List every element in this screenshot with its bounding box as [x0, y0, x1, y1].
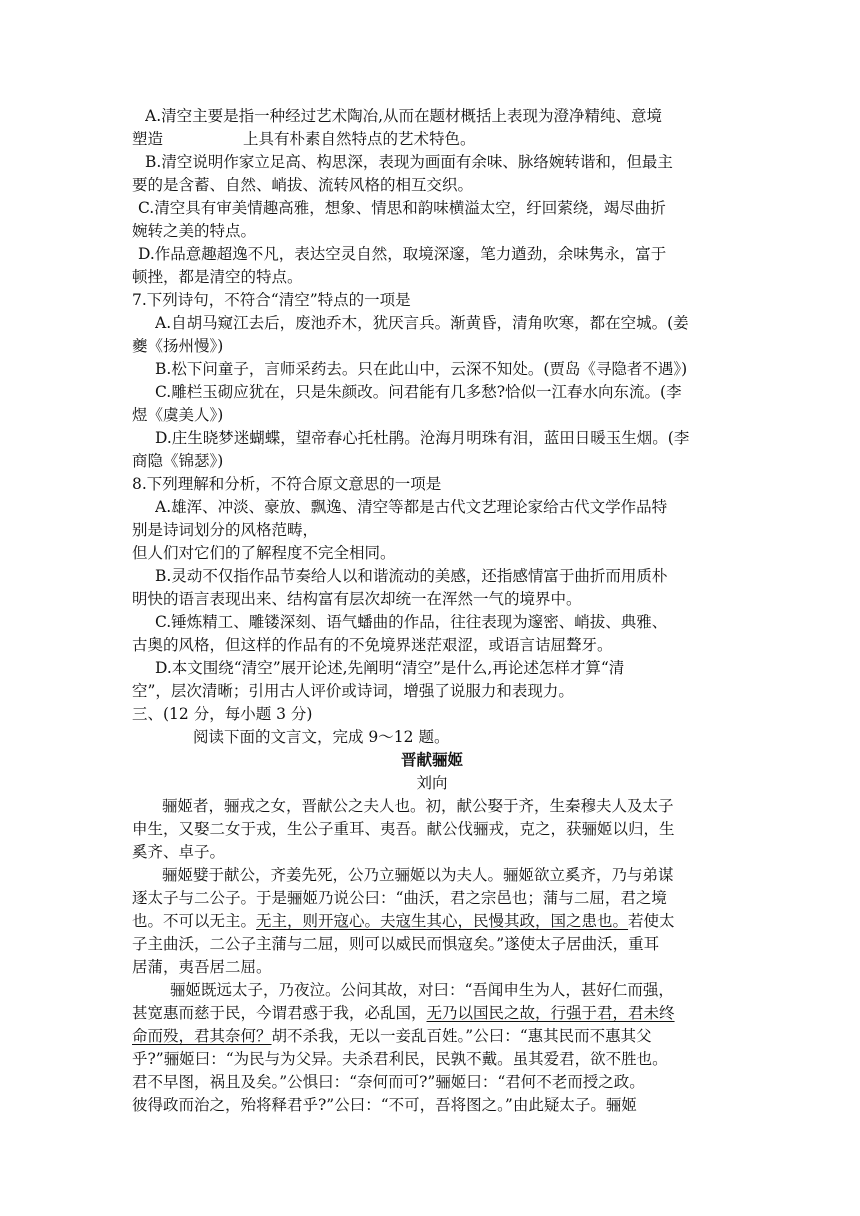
passage-p2-line3	[132, 910, 732, 932]
passage-p2-line4: 子主曲沃，二公子主蒲与二屈，则可以威民而惧寇矣。”遂使太子居曲沃，重耳	[132, 935, 660, 953]
passage-p1-line2: 申生，又娶二女于戎，生公子重耳、夷吾。献公伐骊戎，克之，获骊姬以归，生	[132, 820, 675, 838]
passage-p2-line2: 逐太子与二公子。于是骊姬乃说公曰：“曲沃，君之宗邑也；蒲与二屈，君之境	[132, 889, 667, 907]
passage-p3-line1: 骊姬既远太子，乃夜泣。公问其故，对曰：“吾闻申生为人，甚好仁而强，	[170, 981, 674, 999]
q8-option-a-line2: 别是诗词划分的风格范畴，	[132, 521, 319, 539]
underlined-sentence-1: 无主，则开寇心。夫寇生其心，民慢其政，国之患也。	[256, 912, 629, 930]
passage-p3-line2	[132, 1002, 732, 1024]
q8-option-d-line2: 空”，层次清晰；引用古人评价或诗词，增强了说服力和表现力。	[132, 682, 574, 700]
passage-p3-line3-end: 胡不杀我，无以一妾乱百姓。”公曰：“惠其民而不惠其父	[271, 1027, 652, 1045]
q8-option-c-line2: 古奥的风格，但这样的作品有的不免境界迷茫艰涩，或语言诘屈聱牙。	[132, 636, 613, 654]
passage-p3-line3	[132, 1025, 732, 1047]
passage-title: 晋献骊姬	[400, 750, 463, 769]
q7-option-b-line1: B.松下问童子，言师采药去。只在此山中，云深不知处。(贾岛《寻隐者不遇》)	[155, 360, 688, 378]
underlined-sentence-2a: 无乃以国民之故，行强于君，君未终	[426, 1004, 675, 1022]
passage-p3-line5: 君不早图，祸且及矣。”公惧曰：“奈何而可?”骊姬曰：“君何不老而授之政。	[132, 1073, 645, 1091]
q7-option-d-line2: 商隐《锦瑟》)	[132, 452, 224, 470]
q6-option-b-line2: 要的是含蓄、自然、峭拔、流转风格的相互交织。	[132, 176, 474, 194]
passage-p2-line1: 骊姬嬖于献公，齐姜先死，公乃立骊姬以为夫人。骊姬欲立奚齐，乃与弟谋	[162, 866, 674, 884]
q6-option-d-line2: 顿挫，都是清空的特点。	[132, 268, 303, 286]
q7-stem: 7.下列诗句，不符合“清空”特点的一项是	[132, 291, 411, 309]
q8-stem: 8.下列理解和分析，不符合原文意思的一项是	[132, 475, 442, 493]
q6-option-a-line2-end: 上具有朴素自然特点的艺术特色。	[243, 130, 476, 148]
passage-p1-line1: 骊姬者，骊戎之女，晋献公之夫人也。初，献公娶于齐，生秦穆夫人及太子	[162, 797, 674, 815]
passage-p3-line4: 乎?”骊姬曰：“为民与为父异。夫杀君利民，民孰不戴。虽其爱君，欲不胜也。	[132, 1050, 668, 1068]
passage-p2-line3-end: 若使太	[628, 912, 675, 930]
section3-instruction: 阅读下面的文言文，完成 9～12 题。	[193, 728, 450, 746]
section3-header: 三、(12 分，每小题 3 分)	[132, 705, 313, 723]
q6-option-a-line1: A.清空主要是指一种经过艺术陶冶,从而在题材概括上表现为澄净精纯、意境	[145, 107, 663, 125]
q7-option-a-line2: 夔《扬州慢》)	[132, 337, 224, 355]
q6-option-c-line1: C.清空具有审美情趣高雅，想象、情思和韵味横溢太空，纡回萦绕，竭尽曲折	[138, 199, 666, 217]
passage-p3-line6: 彼得政而治之，殆将释君乎?”公曰：“不可，吾将图之。”由此疑太子。骊姬	[132, 1096, 637, 1114]
q7-option-c-line2: 煜《虞美人》)	[132, 406, 224, 424]
passage-p2-line5: 居蒲，夷吾居二屈。	[132, 958, 272, 976]
passage-p2-line3-start: 也。不可以无主。	[132, 912, 257, 930]
q6-option-d-line1: D.作品意趣超逸不凡，表达空灵自然，取境深邃，笔力遒劲，余味隽永，富于	[138, 245, 667, 263]
q7-option-d-line1: D.庄生晓梦迷蝴蝶，望帝春心托杜鹃。沧海月明珠有泪，蓝田日暖玉生烟。(李	[155, 429, 690, 447]
q8-option-c-line1: C.锤炼精工、雕镂深刻、语气蟠曲的作品，往往表现为邃密、峭拔、典雅、	[155, 613, 668, 631]
q6-option-a-line2	[132, 128, 732, 150]
q8-option-a-line3: 但人们对它们的了解程度不完全相同。	[132, 544, 396, 562]
q7-option-c-line1: C.雕栏玉砌应犹在，只是朱颜改。问君能有几多愁?恰似一江春水向东流。(李	[155, 383, 682, 401]
q6-option-c-line2: 婉转之美的特点。	[132, 222, 257, 240]
q6-option-a-line2-start: 塑造	[132, 130, 164, 148]
q8-option-d-line1: D.本文围绕“清空”展开论述,先阐明“清空”是什么,再论述怎样才算“清	[155, 659, 625, 677]
q8-option-a-line1: A.雄浑、冲淡、豪放、飘逸、清空等都是古代文艺理论家给古代文学作品特	[155, 498, 668, 516]
passage-author: 刘向	[416, 774, 448, 792]
underlined-sentence-2b: 命而殁，君其奈何？	[132, 1027, 272, 1045]
passage-p1-line3: 奚齐、卓子。	[132, 843, 226, 861]
q8-option-b-line2: 明快的语言表现出来、结构富有层次却统一在浑然一气的境界中。	[132, 590, 582, 608]
q8-option-b-line1: B.灵动不仅指作品节奏给人以和谐流动的美感，还指感情富于曲折而用质朴	[155, 567, 668, 585]
q6-option-b-line1: B.清空说明作家立足高、构思深，表现为画面有余味、脉络婉转谐和，但最主	[145, 153, 673, 171]
q7-option-a-line1: A.自胡马窥江去后，废池乔木，犹厌言兵。渐黄昏，清角吹寒，都在空城。(姜	[155, 314, 689, 332]
passage-p3-line2-start: 甚宽惠而慈于民，今谓君惑于我，必乱国，	[132, 1004, 427, 1022]
